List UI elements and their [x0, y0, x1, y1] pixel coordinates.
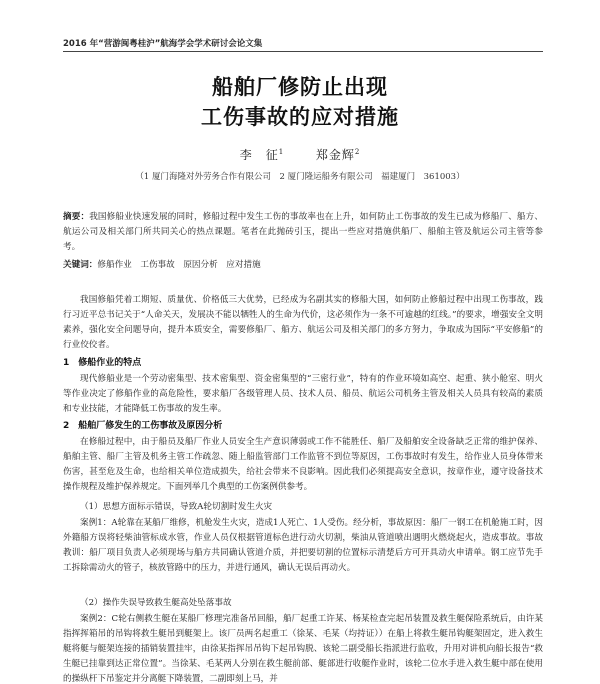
abstract-text: 我国修船业快速发展的同时，修船过程中发生工伤的事故率也在上升，如何防止工伤事故的发生已成为修船厂、船方、航运公司及相关部门所共同关心的热点课题。笔者在此抛砖引玉，提出一些应对措施供船厂、船舶主管及航运公司主管等参考。: [63, 212, 543, 252]
subsection-1-heading: （1）思想方面标示错误，导致A轮切割时发生火灾: [80, 502, 273, 512]
keywords-label: 关键词：: [63, 260, 98, 270]
subsection-2-heading: （2）操作失误导致救生艇高处坠落事故: [80, 598, 232, 608]
author-mark: 2: [354, 148, 361, 156]
header-rule: [63, 51, 543, 52]
affiliation: （1 厦门海隆对外劳务合作有限公司 2 厦门隆运船务有限公司 福建厦门 361003）: [135, 172, 465, 182]
keywords-text: 修船作业 工伤事故 原因分析 应对措施: [97, 260, 261, 270]
author-name: 李 征: [239, 148, 279, 162]
abstract: [63, 210, 543, 255]
case-2-paragraph: 案例2：C轮右侧救生艇在某船厂修理完准备吊回船，船厂起重工许某、杨某检查完起吊装置及救生艇保险系统后，由许某指挥挥箱吊的吊钩将救生艇吊到艇架上。该厂员两名起重工（徐某、毛某（均持证））在船上将救生艇吊钩艇架固定，进入救生艇将艇与艇架连接的插销装置挂牢，由徐某指挥吊吊钩下起吊钩脱、该轮二副受船长指派进行监收，升用对讲机向船长报告“救生艇已挂靠到达正常位置”。当徐某、毛某两人分别在救生艇前部、艇部进行收艇作业时，该轮二位水手进入救生艇中部在使用的操纵杆下吊鉴定并分离艇下降装置，二副即刻上马，并: [63, 614, 543, 684]
section-2-heading: 2 船舶厂修发生的工伤事故及原因分析: [63, 421, 223, 431]
case-1-paragraph: 案例1：A轮靠在某船厂维修，机舱发生火灾，造成1人死亡、1人受伤。经分析，事故原因：船厂一钢工在机舱施工时，因外籍船方误将轻柴油管标成水管，作业人员仅根据管道标色进行动火切割，柴油从管道喷出遇明火燃烧起火，造成事故。事故教训：船厂项目负责人必须现场与船方共同确认管道介质，并把要切割的位置标示清楚后方可开具动火申请单。钢工应节先手工拆除需动火的管子，核放管路中的压力，并进行通风，确认无误后再动火。: [63, 518, 543, 573]
section-1-heading: 1 修船作业的特点: [63, 358, 142, 368]
keywords: [63, 258, 543, 273]
section-1-paragraph: 现代修船业是一个劳动密集型、技术密集型、资金密集型的“三密行业”，特有的作业环境如高空、起重、狭小舱室、明火等作业决定了修船作业的高危险性，要求船厂各级管理人员、技术人员、船员、航运公司机务主管及相关人员具有较高的素质和专业技能，才能降低工伤事故的发生率。: [63, 374, 543, 414]
authors: [0, 146, 600, 163]
author-mark: 1: [278, 148, 285, 156]
running-header: 2016 年“营游闽粤桂沪”航海学会学术研讨会论文集: [63, 39, 263, 49]
intro-paragraph: 我国修船凭着工期短、质量优、价格低三大优势，已经成为名副其实的修船大国，如何防止修船过程中出现工伤事故，践行习近平总书记关于“人命关天，发展决不能以牺牲人的生命为代价，这必须作为一条不可逾越的红线。”的要求，增强安全文明素养，强化安全问题导向，提升本质安全，需要修船厂、船方、航运公司及相关部门的多方努力，争取成为国际“平安修船”的行业佼佼者。: [63, 295, 543, 350]
section-2-paragraph: 在修船过程中，由于船员及船厂作业人员安全生产意识薄弱或工作不能胜任、船厂及船舶安全设备缺乏正常的维护保养、船舶主管、船厂主管及机务主管工作疏忽、随上船监管部门工作监管不到位等原因，工伤事故时有发生，给作业人员身体带来伤害，甚至危及生命，也给相关单位造成损失，给社会带来不良影响。因此我们必须提高安全意识，按章作业，遵守设备技术操作规程及维护保养规定。下面列举几个典型的工伤案例供参考。: [63, 437, 543, 492]
title-line-2: 工伤事故的应对措施: [201, 105, 399, 129]
title-line-1: 船舶厂修防止出现: [212, 75, 388, 99]
abstract-label: 摘要：: [63, 212, 90, 222]
author-name: 郑金辉: [315, 148, 355, 162]
